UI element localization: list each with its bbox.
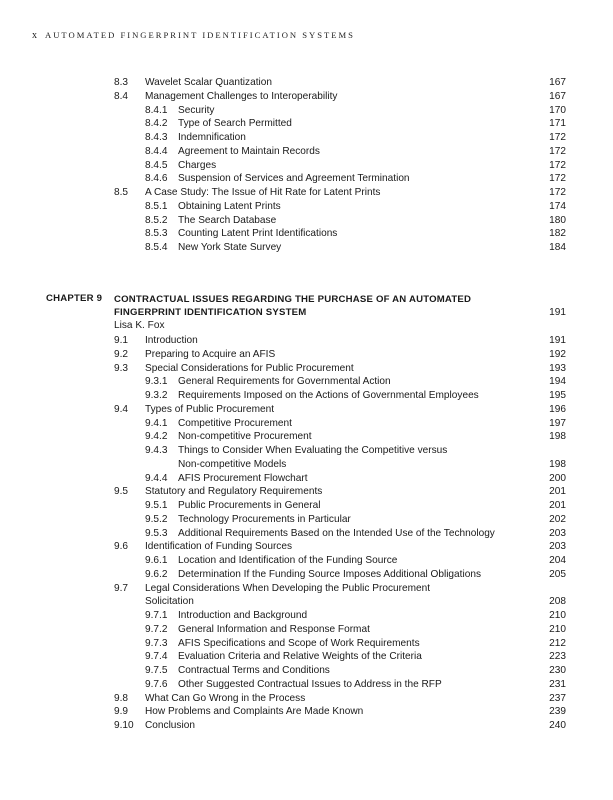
toc-entry-title: AFIS Procurement Flowchart	[178, 472, 308, 484]
toc-entry-number: 8.5.4	[145, 242, 168, 253]
toc-entry-title: Statutory and Regulatory Requirements	[145, 486, 323, 498]
toc-entry-title: General Information and Response Format	[178, 623, 370, 635]
toc-entry-page: 171	[549, 118, 566, 130]
toc-entry-title: New York State Survey	[178, 242, 282, 253]
toc-entry-title: Contractual Terms and Conditions	[178, 665, 330, 676]
toc-entry-number: 9.6.1	[145, 555, 168, 566]
toc-entry-title: Competitive Procurement	[178, 417, 292, 429]
toc-entry-page: 201	[549, 486, 566, 498]
toc-entry-page: 182	[549, 228, 566, 240]
toc-entry-page: 172	[549, 173, 566, 185]
toc-entry-title: What Can Go Wrong in the Process	[145, 692, 306, 704]
toc-entry-title: Requirements Imposed on the Actions of Governmental Employees	[178, 390, 479, 401]
toc-entry-page: 172	[549, 159, 566, 171]
toc-entry-title: Indemnification	[178, 132, 246, 143]
toc-entry-title: Other Suggested Contractual Issues to Address in the RFP	[178, 678, 442, 690]
toc-entry-title: The Search Database	[178, 214, 277, 226]
toc-entry-title: Public Procurements in General	[178, 500, 321, 511]
toc-entry-title: Legal Considerations When Developing the Public Procurement	[145, 582, 431, 594]
toc-entry-title: Introduction	[145, 335, 198, 346]
toc-entry-page: 180	[549, 214, 566, 226]
toc-entry-number: 9.4.3	[145, 445, 168, 456]
toc-entry-number: 9.2	[114, 348, 129, 360]
toc-entry-title: Types of Public Procurement	[145, 403, 275, 415]
toc-entry-page: 208	[549, 596, 566, 608]
toc-entry-title: Non-competitive Models	[178, 458, 287, 470]
toc-entry-title: Charges	[178, 159, 217, 171]
toc-entry-title: Suspension of Services and Agreement Termination	[178, 173, 410, 185]
toc-entry-title: Obtaining Latent Prints	[178, 200, 281, 212]
toc-entry-page: 198	[549, 458, 566, 470]
toc-entry-page: 196	[549, 403, 566, 415]
toc-entry-page: 197	[549, 417, 566, 429]
chapter-title-line-1: CONTRACTUAL ISSUES REGARDING THE PURCHASE OF AN AUTOMATED	[114, 294, 472, 305]
toc-entry-page: 204	[549, 555, 566, 566]
toc-entry-number: 9.9	[114, 706, 129, 718]
toc-entry-number: 9.5.2	[145, 513, 168, 525]
toc-entry-title: Technology Procurements in Particular	[178, 513, 351, 525]
toc-entry-page: 191	[549, 335, 566, 346]
toc-entry-page: 167	[549, 77, 566, 88]
toc-entry-page: 212	[549, 637, 566, 649]
toc-entry-page: 193	[549, 362, 566, 374]
toc-entry-number: 8.5	[114, 187, 129, 198]
toc-entry-page: 172	[549, 145, 566, 157]
toc-entry-number: 8.4.2	[145, 118, 168, 130]
toc-entry-number: 8.5.1	[145, 200, 168, 212]
toc-entry-number: 9.10	[114, 720, 134, 731]
toc-entry-page: 184	[549, 242, 566, 253]
toc-entry-page: 202	[549, 513, 566, 525]
toc-entry-number: 9.6	[114, 541, 129, 553]
toc-entry-title: Non-competitive Procurement	[178, 431, 312, 443]
toc-entry-number: 9.7.2	[145, 623, 168, 635]
toc-entry-number: 9.4.1	[145, 417, 168, 429]
toc-entry-page: 223	[549, 651, 566, 663]
toc-entry-title: Wavelet Scalar Quantization	[145, 77, 272, 88]
toc-entry-page: 210	[549, 623, 566, 635]
toc-entry-page: 192	[549, 348, 566, 360]
chapter-label: CHAPTER 9	[46, 293, 103, 304]
toc-entry-number: 8.5.2	[145, 214, 168, 226]
toc-entry-page: 172	[549, 132, 566, 143]
chapter-author: Lisa K. Fox	[114, 320, 165, 331]
toc-entry-page: 237	[549, 692, 566, 704]
toc-entry-title: Location and Identification of the Funding Source	[178, 555, 398, 566]
toc-entry-title: Solicitation	[145, 596, 194, 608]
toc-entry-title: Additional Requirements Based on the Intended Use of the Technology	[178, 527, 495, 539]
toc-entry-page: 205	[549, 568, 566, 580]
toc-entry-page: 167	[549, 90, 566, 102]
folio-number: x	[32, 30, 37, 41]
toc-entry-number: 9.6.2	[145, 568, 168, 580]
toc-entry-page: 203	[549, 527, 566, 539]
toc-entry-title: Agreement to Maintain Records	[178, 145, 320, 157]
toc-entry-number: 8.4.3	[145, 132, 168, 143]
toc-entry-title: Identification of Funding Sources	[145, 541, 293, 553]
toc-entry-title: Preparing to Acquire an AFIS	[145, 348, 276, 360]
toc-entry-number: 9.3.2	[145, 390, 168, 401]
toc-entry-number: 9.4.4	[145, 472, 168, 484]
toc-entry-number: 9.7	[114, 582, 129, 594]
chapter-page-number: 191	[549, 307, 566, 318]
toc-entry-title: General Requirements for Governmental Action	[178, 376, 391, 388]
toc-entry-number: 8.5.3	[145, 228, 168, 240]
toc-entry-number: 9.8	[114, 692, 129, 704]
toc-entry-number: 9.7.5	[145, 665, 168, 676]
toc-entry-page: 240	[549, 720, 566, 731]
toc-entry-number: 9.7.3	[145, 637, 168, 649]
toc-entry-page: 239	[549, 706, 566, 718]
toc-entry-title: Conclusion	[145, 720, 195, 731]
toc-entry-page: 174	[549, 200, 566, 212]
toc-entry-page: 201	[549, 500, 566, 511]
toc-entry-number: 8.3	[114, 77, 129, 88]
toc-entry-number: 9.7.4	[145, 651, 168, 663]
toc-entry-title: Determination If the Funding Source Imposes Additional Obligations	[178, 568, 481, 580]
toc-entry-title: Counting Latent Print Identifications	[178, 228, 338, 240]
toc-entry-page: 198	[549, 431, 566, 443]
toc-entry-title: Introduction and Background	[178, 610, 308, 621]
toc-entry-number: 9.5	[114, 486, 129, 498]
toc-entry-number: 8.4	[114, 90, 129, 102]
running-head	[32, 30, 355, 41]
toc-entry-number: 9.3.1	[145, 376, 168, 388]
toc-entry-title: Management Challenges to Interoperability	[145, 90, 338, 102]
toc-entry-page: 194	[549, 376, 566, 388]
toc-entry-title: Evaluation Criteria and Relative Weights of the Criteria	[178, 651, 422, 663]
toc-entry-number: 9.3	[114, 362, 129, 374]
toc-entry-number: 9.5.3	[145, 527, 168, 539]
toc-entry-number: 9.7.6	[145, 678, 168, 690]
toc-entry-page: 170	[549, 104, 566, 116]
toc-entry-title: AFIS Specifications and Scope of Work Requirements	[178, 637, 420, 649]
toc-entry-number: 8.4.6	[145, 173, 168, 185]
toc-entry-number: 8.4.4	[145, 145, 168, 157]
toc-entry-title: Type of Search Permitted	[178, 118, 292, 130]
chapter-title-line-2: FINGERPRINT IDENTIFICATION SYSTEM	[114, 307, 307, 318]
toc-entry-page: 203	[549, 541, 566, 553]
toc-entry-title: How Problems and Complaints Are Made Known	[145, 706, 364, 718]
toc-entry-number: 8.4.5	[145, 159, 168, 171]
toc-entry-page: 210	[549, 610, 566, 621]
toc-entry-number: 9.4	[114, 403, 129, 415]
toc-entry-number: 9.5.1	[145, 500, 168, 511]
toc-entry-page: 200	[549, 472, 566, 484]
toc-entry-number: 9.4.2	[145, 431, 168, 443]
toc-entry-title: Security	[178, 104, 215, 116]
toc-entry-title: Special Considerations for Public Procurement	[145, 362, 354, 374]
toc-entry-page: 230	[549, 665, 566, 676]
toc-entry-page: 195	[549, 390, 566, 401]
toc-entry-page: 172	[549, 187, 566, 198]
toc-entry-number: 8.4.1	[145, 104, 168, 116]
toc-entry-title: A Case Study: The Issue of Hit Rate for Latent Prints	[145, 187, 381, 198]
toc-entry-page: 231	[549, 678, 566, 690]
running-head-title: AUTOMATED FINGERPRINT IDENTIFICATION SYSTEMS	[45, 30, 355, 40]
toc-entry-title: Things to Consider When Evaluating the Competitive versus	[178, 445, 448, 456]
toc-entry-number: 9.1	[114, 335, 129, 346]
toc-entry-number: 9.7.1	[145, 610, 168, 621]
